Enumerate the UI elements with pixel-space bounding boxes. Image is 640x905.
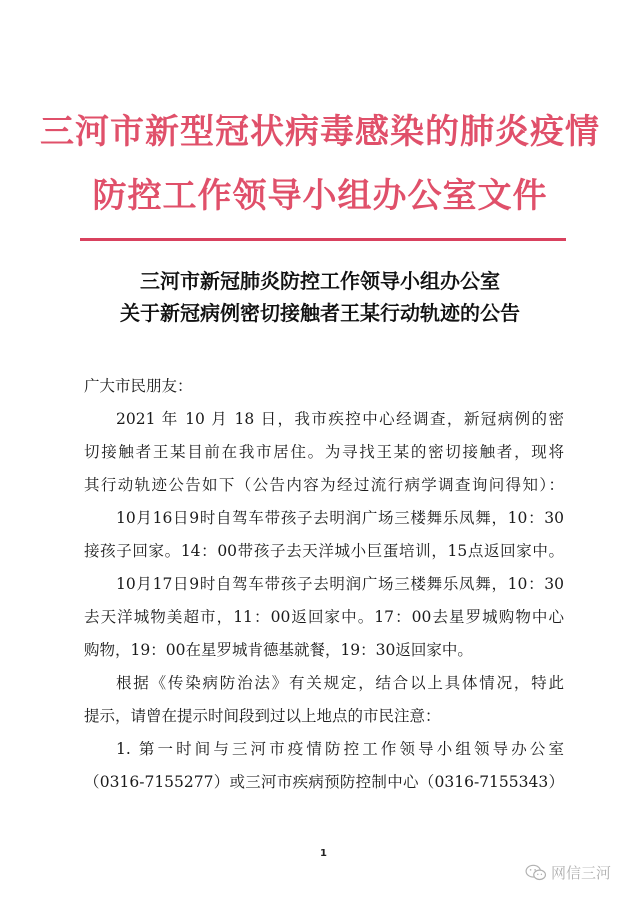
notice-title-line-1: 三河市新冠肺炎防控工作领导小组办公室 <box>140 269 500 293</box>
para4-line2: 提示，请曾在提示时间段到过以上地点的市民注意： <box>84 707 441 725</box>
para5-line2: （0316-7155277）或三河市疾病预防控制中心（0316-7155343） <box>84 773 564 791</box>
para3-line3: 购物，19：00在星罗城肯德基就餐，19：30返回家中。 <box>84 641 473 659</box>
para1-line3: 其行动轨迹公告如下（公告内容为经过流行病学调查询问得知）： <box>84 476 564 494</box>
watermark-text: 网信三河 <box>551 864 612 882</box>
para2-line1: 10月16日9时自驾车带孩子去明润广场三楼舞乐凤舞，10：30 <box>116 509 564 527</box>
red-title-line-2: 防控工作领导小组办公室文件 <box>92 176 548 216</box>
para1-line1: 2021 年 10 月 18 日，我市疾控中心经调查，新冠病例的密 <box>116 410 564 428</box>
para4-line1: 根据《传染病防治法》有关规定，结合以上具体情况，特此 <box>116 674 564 692</box>
salutation: 广大市民朋友： <box>84 377 193 395</box>
watermark <box>525 862 611 883</box>
notice-title-line-2: 关于新冠病例密切接触者王某行动轨迹的公告 <box>120 301 520 325</box>
para2-line2: 接孩子回家。14：00带孩子去天洋城小巨蛋培训，15点返回家中。 <box>84 542 564 560</box>
notice-body <box>84 370 564 799</box>
para3-line1: 10月17日9时自驾车带孩子去明润广场三楼舞乐凤舞，10：30 <box>116 575 564 593</box>
wechat-icon <box>525 864 547 882</box>
page-number: 1 <box>320 848 327 859</box>
red-title-line-1: 三河市新型冠状病毒感染的肺炎疫情 <box>40 112 600 152</box>
red-header-rule <box>80 238 566 241</box>
para5-line1: 1. 第一时间与三河市疫情防控工作领导小组领导办公室 <box>116 740 564 758</box>
para3-line2: 去天洋城物美超市，11：00返回家中。17：00去星罗城购物中心 <box>84 608 564 626</box>
para1-line2: 切接触者王某目前在我市居住。为寻找王某的密切接触者，现将 <box>84 443 564 461</box>
